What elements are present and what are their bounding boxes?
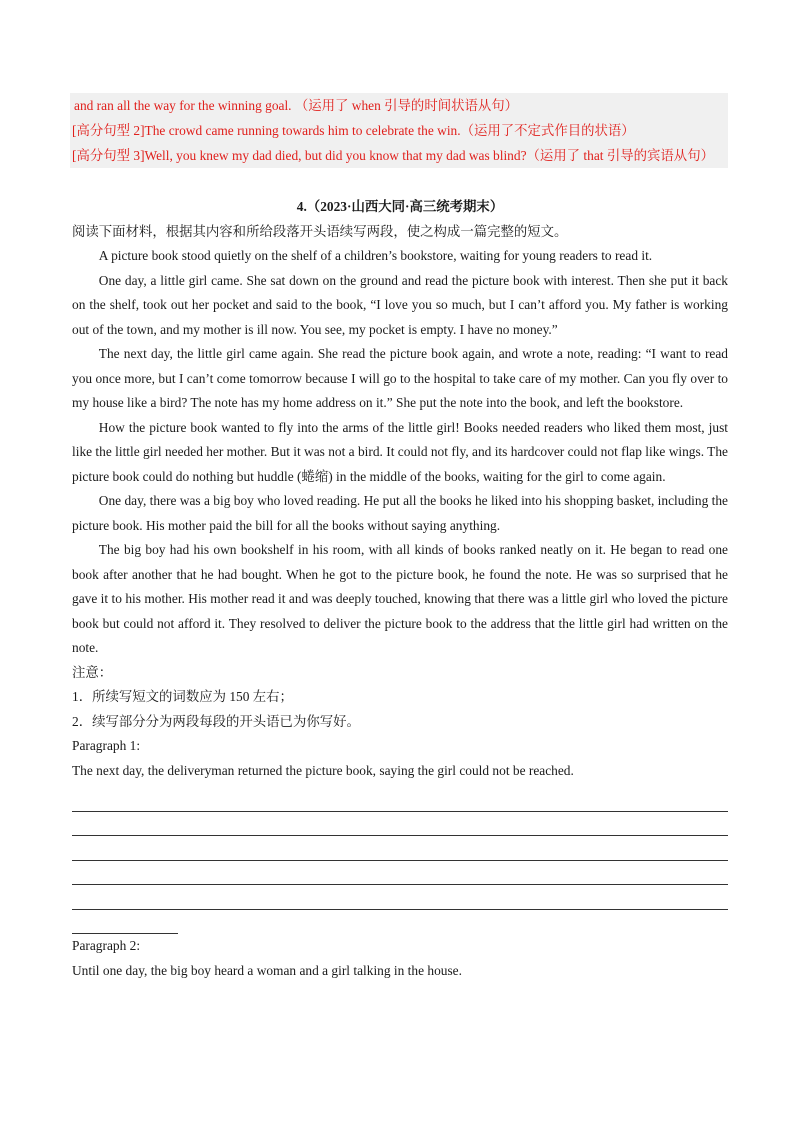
story-paragraph-1: A picture book stood quietly on the shelf of a children’s bookstore, waiting for young readers to read it. [98,248,653,263]
question-content [72,195,728,983]
writing-line[interactable] [72,836,728,861]
question-title: 4.（2023·山西大同·高三统考期末） [296,199,504,214]
writing-line-short[interactable] [72,910,178,935]
writing-lines [72,787,728,934]
paragraph-1-start: The next day, the deliveryman returned the picture book, saying the girl could not be reached. [72,762,574,778]
answer-line-3: [高分句型 3]Well, you knew my dad died, but did you know that my dad was blind?（运用了 that 引导的宾语从句） [72,148,714,163]
answer-box [70,93,728,168]
paragraph-1-label: Paragraph 1: [72,738,141,753]
story-paragraph-4: How the picture book wanted to fly into the arms of the little girl! Books needed readers who liked them most, just like the little girl needed her mother. But it was not a bird. It could not fly, and its hardcover could not flap like wings. The picture book could do nothing but huddle (蜷缩) in the middle of the books, waiting for the girl to come again. [72,419,728,484]
writing-line[interactable] [72,787,728,812]
writing-line[interactable] [72,861,728,886]
writing-line[interactable] [72,812,728,837]
paragraph-2-start: Until one day, the big boy heard a woman and a girl talking in the house. [72,962,462,978]
notes-label: 注意： [72,664,113,680]
answer-line-2: [高分句型 2]The crowd came running towards him to celebrate the win.（运用了不定式作目的状语） [72,123,635,138]
story-paragraph-3: The next day, the little girl came again. She read the picture book again, and wrote a note, reading: “I want to read you once more, but I can’t come tomorrow because I will go to the hospital to take care of my mother. Can you fly over to my house like a bird? The note has my home address on it.” She put the note into the book, and left the bookstore. [72,346,728,410]
writing-line[interactable] [72,885,728,910]
question-instruction: 阅读下面材料，根据其内容和所给段落开头语续写两段，使之构成一篇完整的短文。 [72,223,568,239]
answer-line-1: and ran all the way for the winning goal. （运用了 when 引导的时间状语从句） [74,98,519,113]
note-1: 1．所续写短文的词数应为 150 左右； [72,689,293,704]
story-paragraph-5: One day, there was a big boy who loved reading. He put all the books he liked into his shopping basket, including the picture book. His mother paid the bill for all the books without saying anything. [72,493,728,533]
note-2: 2．续写部分分为两段每段的开头语已为你写好。 [72,713,360,729]
story-paragraph-2: One day, a little girl came. She sat down on the ground and read the picture book with interest. Then she put it back on the shelf, took out her pocket and said to the book, “I love you so much, but I can’t afford you. My father is working out of the town, and my mother is ill now. You see, my pocket is empty. I have no money.” [72,272,728,337]
paragraph-2-label: Paragraph 2: [72,938,141,953]
story-paragraph-6: The big boy had his own bookshelf in his room, with all kinds of books ranked neatly on it. He began to read one book after another that he had bought. When he got to the picture book, he found the note. He was so surprised that he gave it to his mother. His mother read it and was deeply touched, knowing that there was a little girl who loved the picture book but could not afford it. They resolved to deliver the picture book to the address that the little girl had written on the note. [72,542,728,655]
